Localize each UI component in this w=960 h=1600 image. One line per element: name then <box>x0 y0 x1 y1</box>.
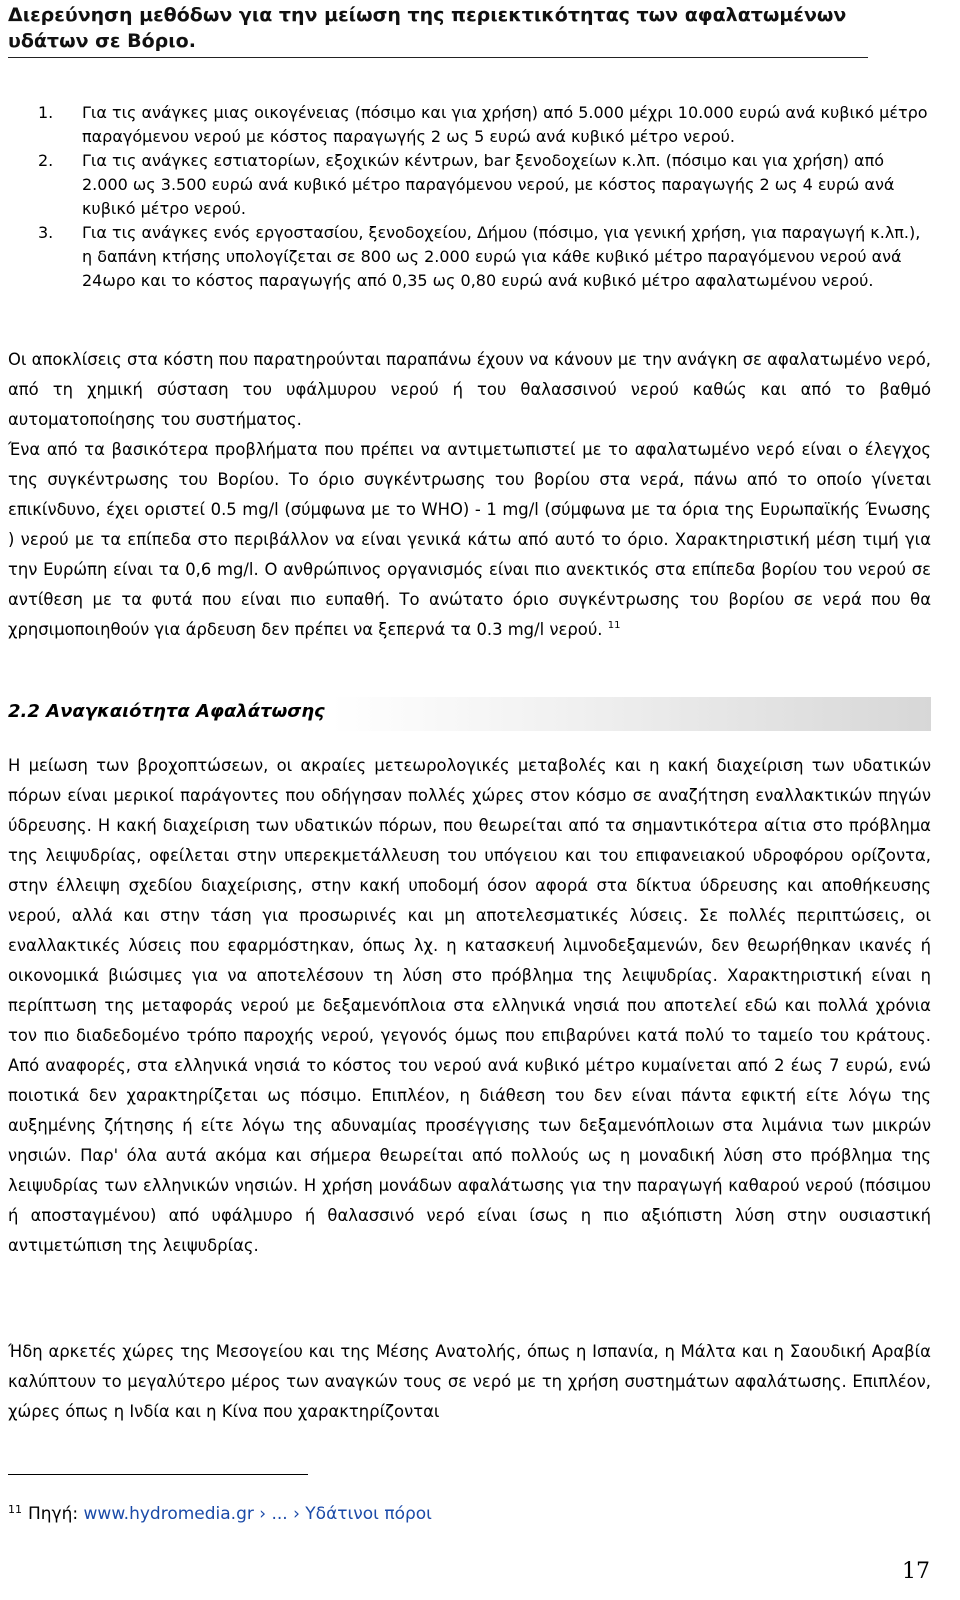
footnote-path[interactable]: › ... › Υδάτινοι πόροι <box>253 1504 432 1524</box>
paragraph-boron-limits <box>8 435 931 645</box>
cost-list <box>38 101 931 293</box>
footnote-link[interactable]: www.hydromedia.gr <box>83 1504 254 1524</box>
list-number: 3. <box>38 223 54 242</box>
list-item <box>38 101 931 149</box>
section-heading <box>8 697 931 731</box>
section-number: 2.2 <box>8 701 40 722</box>
section-title: Αναγκαιότητα Αφαλάτωσης <box>46 701 325 722</box>
list-item <box>38 221 931 293</box>
paragraph-cost-variation: Οι αποκλίσεις στα κόστη που παρατηρούνται παραπάνω έχουν να κάνουν με την ανάγκη σε αφαλατωμένο νερό, από τη χημική σύσταση του υφάλμυρου νερού ή του θαλασσινού νερού καθώς και από το βαθμό αυτοματοποίησης του συστήματος. <box>8 350 931 429</box>
footnote-number: 11 <box>8 1503 22 1516</box>
footnote-divider <box>8 1474 308 1475</box>
list-number: 2. <box>38 151 54 170</box>
list-item-text: Για τις ανάγκες εστιατορίων, εξοχικών κέντρων, bar ξενοδοχείων κ.λπ. (πόσιμο και για χρήση) από 2.000 ως 3.500 ευρώ ανά κυβικό μέτρο παραγόμενου νερού, με κόστος παραγωγής 2 ως 4 ευρώ ανά κυβικό μέτρο νερού. <box>82 151 895 218</box>
footnote-reference[interactable]: 11 <box>607 620 621 631</box>
footnote-label: Πηγή: <box>28 1504 79 1524</box>
list-item-text: Για τις ανάγκες ενός εργοστασίου, ξενοδοχείου, Δήμου (πόσιμο, για γενική χρήση, για παραγωγή κ.λπ.), η δαπάνη κτήσης υπολογίζεται σε 800 ως 2.000 ευρώ για κάθε κυβικό μέτρο παραγόμενου νερού ανά 24ωρο και το κόστος παραγωγής από 0,35 ως 0,80 ευρώ ανά κυβικό μέτρο αφαλατωμένου νερού. <box>82 223 921 290</box>
list-item <box>38 149 931 221</box>
paragraph-water-scarcity: Η μείωση των βροχοπτώσεων, οι ακραίες μετεωρολογικές μεταβολές και η κακή διαχείριση των υδατικών πόρων είναι μερικοί παράγοντες που οδήγησαν πολλές χώρες στον κόσμο σε αναζήτηση εναλλακτικών πηγών ύδρευσης. Η κακή διαχείριση των υδατικών πόρων, που θεωρείται από τα σημαντικότερα αίτια στο πρόβλημα της λειψυδρίας, οφείλεται στην υπερεκμετάλλευση του υπόγειου και του επιφανειακού υδροφόρου ορίζοντα, στην έλλειψη σχεδίου διαχείρισης, στην κακή υποδομή όσον αφορά στα δίκτυα ύδρευσης και αποθήκευσης νερού, αλλά και στην τάση για προσωρινές και μη αποτελεσματικές λύσεις. Σε πολλές περιπτώσεις, οι εναλλακτικές λύσεις που εφαρμόστηκαν, όπως λχ. η κατασκευή λιμνοδεξαμενών, δεν θεωρήθηκαν ικανές ή οικονομικά βιώσιμες για να αποτελέσουν τη λύση στο πρόβλημα της λειψυδρίας. Χαρακτηριστική είναι η περίπτωση της μεταφοράς νερού με δεξαμενόπλοια στα ελληνικά νησιά που αποτελεί εδώ και πολλά χρόνια τον πιο διαδεδομένο τρόπο παροχής νερού, γεγονός όμως που επιβαρύνει κατά πολύ το ταμείο του κράτους. Από αναφορές, στα ελληνικά νησιά το κόστος του νερού ανά κυβικό μέτρο κυμαίνεται από 2 έως 7 ευρώ, ενώ ποιοτικά δεν χαρακτηρίζεται ως πόσιμο. Επιπλέον, η διάθεση του δεν είναι πάντα εφικτή είτε λόγω της αυξημένης ζήτησης ή είτε λόγω της αδυναμίας προσέγγισης των δεξαμενόπλοιων στα λιμάνια των μικρών νησιών. Παρ' όλα αυτά ακόμα και σήμερα θεωρείται από πολλούς ως η μοναδική λύση στο πρόβλημα της λειψυδρίας των ελληνικών νησιών. Η χρήση μονάδων αφαλάτωσης για την παραγωγή καθαρού νερού (πόσιμου ή αποσταγμένου) από υφάλμυρο ή θαλασσινό νερό είναι ίσως η πιο αξιόπιστη λύση στην ουσιαστική αντιμετώπιση της λειψυδρίας. <box>8 756 931 1255</box>
page-number: 17 <box>902 1559 930 1584</box>
list-item-text: Για τις ανάγκες μιας οικογένειας (πόσιμο και για χρήση) από 5.000 μέχρι 10.000 ευρώ ανά κυβικό μέτρο παραγόμενου νερού με κόστος παραγωγής 2 ως 5 ευρώ ανά κυβικό μέτρο νερού. <box>82 103 928 146</box>
paragraph-desalination-countries: Ήδη αρκετές χώρες της Μεσογείου και της Μέσης Ανατολής, όπως η Ισπανία, η Μάλτα και η Σαουδική Αραβία καλύπτουν το μεγαλύτερο μέρος των αναγκών τους σε νερό με τη χρήση συστημάτων αφαλάτωσης. Επιπλέον, χώρες όπως η Ινδία και η Κίνα που χαρακτηρίζονται <box>8 1342 931 1421</box>
paragraph-text: Ένα από τα βασικότερα προβλήματα που πρέπει να αντιμετωπιστεί με το αφαλατωμένο νερό είναι ο έλεγχος της συγκέντρωσης του Βορίου. Το όριο συγκέντρωσης του βορίου στα νερά, πάνω από το οποίο γίνεται επικίνδυνο, έχει οριστεί 0.5 mg/l (σύμφωνα με το WHO) - 1 mg/l (σύμφωνα με τα όρια της Ευρωπαϊκής Ένωσης ) νερού με τα επίπεδα στο περιβάλλον να είναι γενικά κάτω από αυτό το όριο. Χαρακτηριστική μέση τιμή για την Ευρώπη είναι τα 0,6 mg/l. Ο ανθρώπινος οργανισμός είναι πιο ανεκτικός στα επίπεδα βορίου του νερού σε αντίθεση με τα φυτά που είναι πιο ευπαθή. Το ανώτατο όριο συγκέντρωσης του βορίου σε νερά που θα χρησιμοποιηθούν για άρδευση δεν πρέπει να ξεπερνά τα 0.3 mg/l νερού. <box>8 440 931 639</box>
list-number: 1. <box>38 103 54 122</box>
page-header-title: Διερεύνηση μεθόδων για την μείωση της περιεκτικότητας των αφαλατωμένων υδάτων σε Βόριο. <box>8 2 868 58</box>
footnote <box>8 1502 432 1526</box>
